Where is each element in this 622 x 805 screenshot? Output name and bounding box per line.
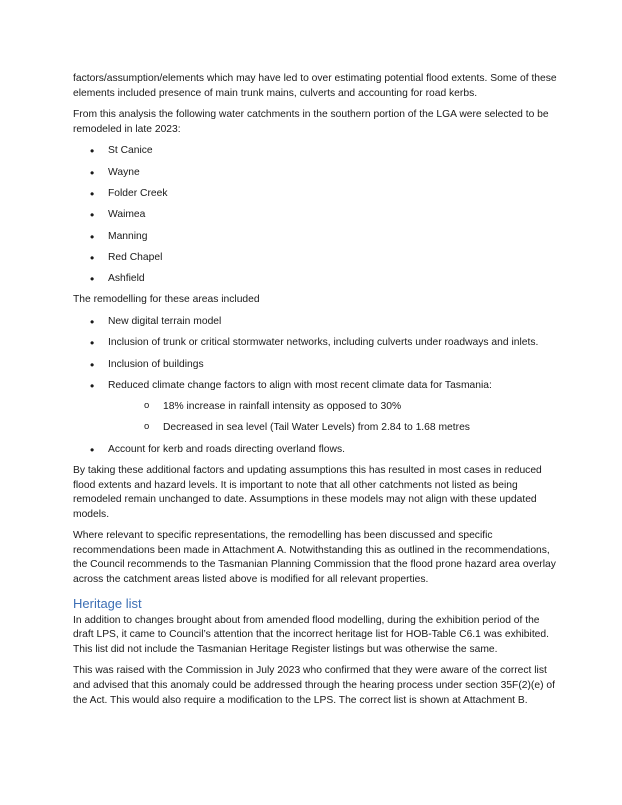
list-item-catchment: • Manning <box>73 230 558 245</box>
paragraph-catchments-intro: From this analysis the following water catchments in the southern portion of the LGA were selected to be remodeled in late 2023: <box>73 109 549 135</box>
paragraph-results: By taking these additional factors and updating assumptions this has resulted in most cases in reduced flood extents and hazard levels. It is important to note that all other catchments not listed as being remodeled remain unchanged to date. Assumptions in these models may not align with these updated models. <box>73 464 542 520</box>
paragraph-heritage-issue: In addition to changes brought about from amended flood modelling, during the exhibition period of the draft LPS, it came to Council’s attention that the incorrect heritage list for HOB-Table C6.1 was exhibited. This list did not include the Tasmanian Heritage Register listings but was otherwise the same. <box>73 614 549 655</box>
paragraph-remodelling-intro: The remodelling for these areas included <box>73 294 260 306</box>
list-item-catchment: • Waimea <box>73 208 558 223</box>
climate-sublist <box>108 400 558 436</box>
paragraph-flood-factors: factors/assumption/elements which may have led to over estimating potential flood extents. Some of these elements included presence of main trunk mains, culverts and accounting for road kerbs. <box>73 73 557 99</box>
list-item-catchment: • Wayne <box>73 166 558 181</box>
list-item-catchment: • Ashfield <box>73 272 558 287</box>
list-item-catchment: • Red Chapel <box>73 251 558 266</box>
list-item-remodelling: • Inclusion of buildings <box>73 358 558 373</box>
document-body <box>73 72 558 715</box>
remodelling-list <box>73 315 558 457</box>
list-item-remodelling: • Account for kerb and roads directing overland flows. <box>73 443 558 458</box>
sublist-item: o Decreased in sea level (Tail Water Levels) from 2.84 to 1.68 metres <box>108 421 558 436</box>
list-item-catchment: • St Canice <box>73 144 558 159</box>
list-item-catchment: • Folder Creek <box>73 187 558 202</box>
list-item-remodelling: • New digital terrain model <box>73 315 558 330</box>
list-item-remodelling: • Inclusion of trunk or critical stormwater networks, including culverts under roadways and inlets. <box>73 336 558 351</box>
heading-heritage-list: Heritage list <box>73 595 142 611</box>
paragraph-recommendations: Where relevant to specific representations, the remodelling has been discussed and specific recommendations been made in Attachment A. Notwithstanding this as outlined in the recommendations, the Council recommends to the Tasmanian Planning Commission that the flood prone hazard area overlay across the catchment areas listed above is modified for all relevant properties. <box>73 530 556 586</box>
list-item-remodelling-climate <box>73 379 558 436</box>
sublist-item: o 18% increase in rainfall intensity as opposed to 30% <box>108 400 558 415</box>
catchment-list <box>73 144 558 286</box>
paragraph-heritage-commission: This was raised with the Commission in July 2023 who confirmed that they were aware of the correct list and advised that this anomaly could be addressed through the hearing process under section 35F(2)(e) of the Act. This would also require a modification to the LPS. The correct list is shown at Attachment B. <box>73 665 555 706</box>
list-item-climate-label: Reduced climate change factors to align with most recent climate data for Tasmania: <box>108 379 492 391</box>
